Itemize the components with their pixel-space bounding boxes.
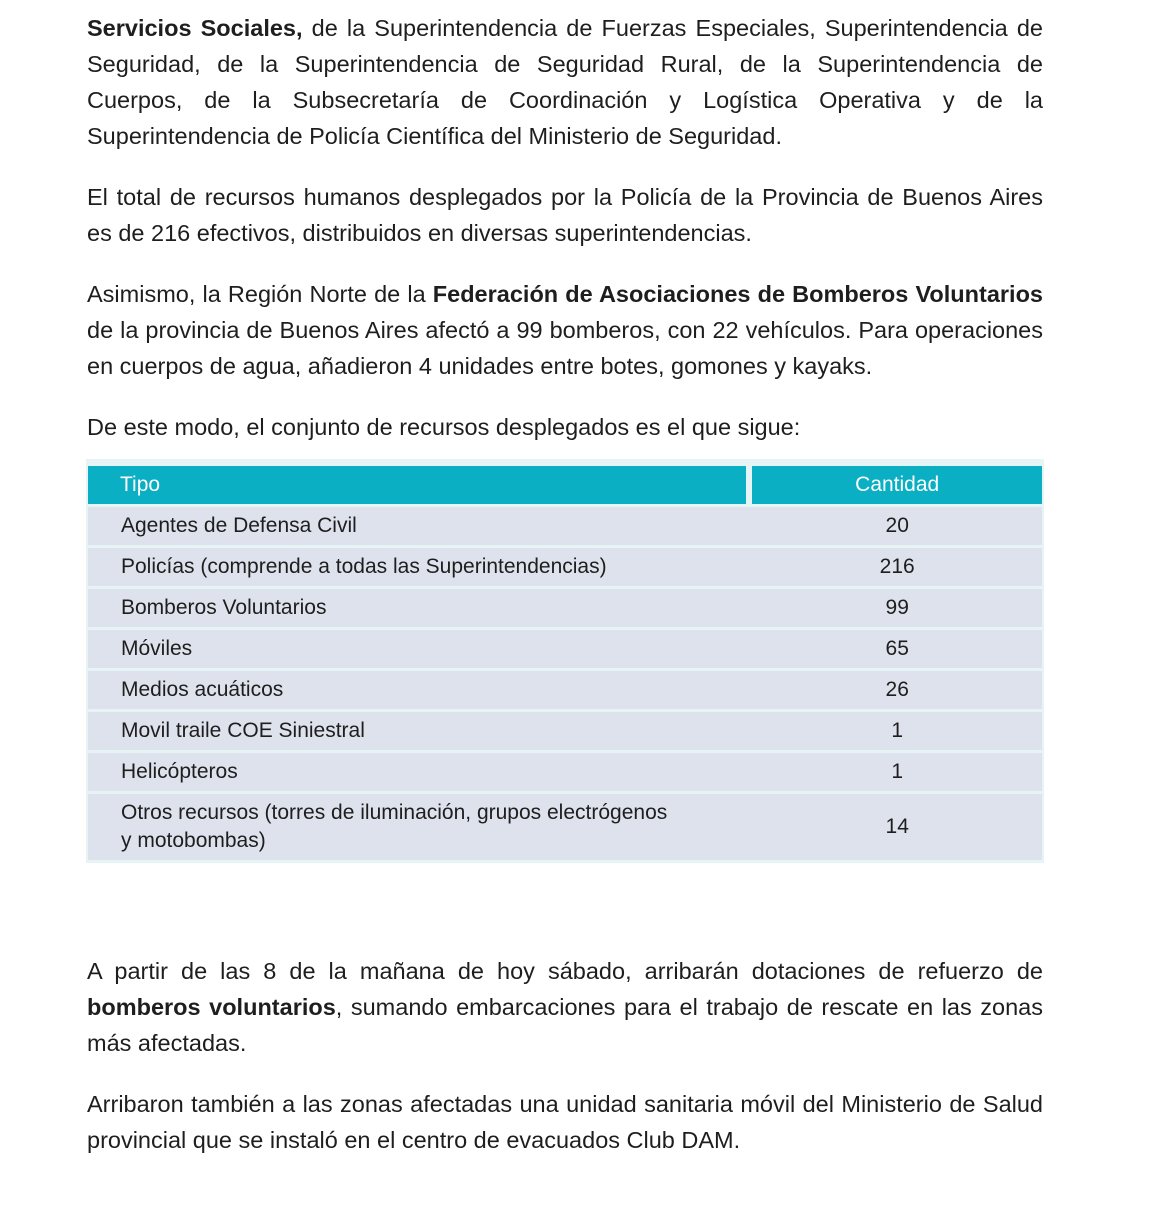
paragraph-text-afecto: de la provincia de Buenos Aires afectó a 99 bomberos, con 22 vehículos. Para operaciones en cuerpos de agua, añadieron 4 unidades entre botes, gomones y kayaks. [87, 317, 1043, 379]
paragraph-servicios-sociales [87, 10, 1043, 154]
cell-cantidad: 26 [752, 671, 1042, 709]
resources-table-container [86, 459, 1044, 863]
cell-cantidad: 1 [752, 753, 1042, 791]
cell-cantidad: 216 [752, 548, 1042, 586]
paragraph-bold-bomberos-voluntarios: bomberos voluntarios [87, 994, 336, 1020]
cell-cantidad: 20 [752, 507, 1042, 545]
paragraph-bold-federacion: Federación de Asociaciones de Bomberos Voluntarios [432, 281, 1043, 307]
resources-table [88, 463, 1042, 863]
paragraph-bold-servicios-sociales: Servicios Sociales, [87, 15, 303, 41]
document-page [87, 10, 1043, 1158]
cell-tipo: Agentes de Defensa Civil [88, 507, 752, 545]
paragraph-unidad-sanitaria: Arribaron también a las zonas afectadas una unidad sanitaria móvil del Ministerio de Salud provincial que se instaló en el centro de evacuados Club DAM. [87, 1091, 1043, 1153]
table-row [88, 630, 1042, 668]
cell-tipo: Bomberos Voluntarios [88, 589, 752, 627]
cell-tipo [88, 794, 752, 860]
table-row [88, 507, 1042, 545]
cell-cantidad: 1 [752, 712, 1042, 750]
table-row [88, 548, 1042, 586]
paragraph-text-a-partir: A partir de las 8 de la mañana de hoy sábado, arribarán dotaciones de refuerzo de [87, 958, 1043, 984]
table-row [88, 589, 1042, 627]
cell-tipo: Policías (comprende a todas las Superintendencias) [88, 548, 752, 586]
header-tipo: Tipo [88, 466, 752, 504]
paragraph-text-superintendencias: de la Superintendencia de Fuerzas Especiales, Superintendencia de Seguridad, de la Superintendencia de Seguridad Rural, de la Superintendencia de Cuerpos, de la Subsecretaría de Coordinación y Logística Operativa y de la Superintendencia de Policía Científica del Ministerio de Seguridad. [87, 15, 1043, 149]
cell-cantidad: 65 [752, 630, 1042, 668]
paragraph-text-embarcaciones: , sumando embarcaciones para el trabajo de rescate en las zonas más afectadas. [87, 994, 1043, 1056]
cell-cantidad: 99 [752, 589, 1042, 627]
table-header-row [88, 466, 1042, 504]
paragraph-text-asimismo: Asimismo, la Región Norte de la [87, 281, 433, 307]
table-row [88, 794, 1042, 860]
table-row [88, 671, 1042, 709]
table-row [88, 712, 1042, 750]
cell-tipo: Móviles [88, 630, 752, 668]
cell-tipo: Helicópteros [88, 753, 752, 791]
paragraph-recursos-humanos: El total de recursos humanos desplegados por la Policía de la Provincia de Buenos Aires es de 216 efectivos, distribuidos en diversas superintendencias. [87, 184, 1043, 246]
cell-tipo: Medios acuáticos [88, 671, 752, 709]
cell-tipo-text: Otros recursos (torres de iluminación, grupos electrógenos y motobombas) [121, 801, 668, 852]
paragraph-refuerzo [87, 953, 1043, 1061]
cell-cantidad: 14 [752, 794, 1042, 860]
paragraph-table-intro: De este modo, el conjunto de recursos desplegados es el que sigue: [87, 414, 801, 440]
paragraph-bomberos-region-norte [87, 276, 1043, 384]
cell-tipo: Movil traile COE Siniestral [88, 712, 752, 750]
table-row [88, 753, 1042, 791]
header-cantidad: Cantidad [752, 466, 1042, 504]
